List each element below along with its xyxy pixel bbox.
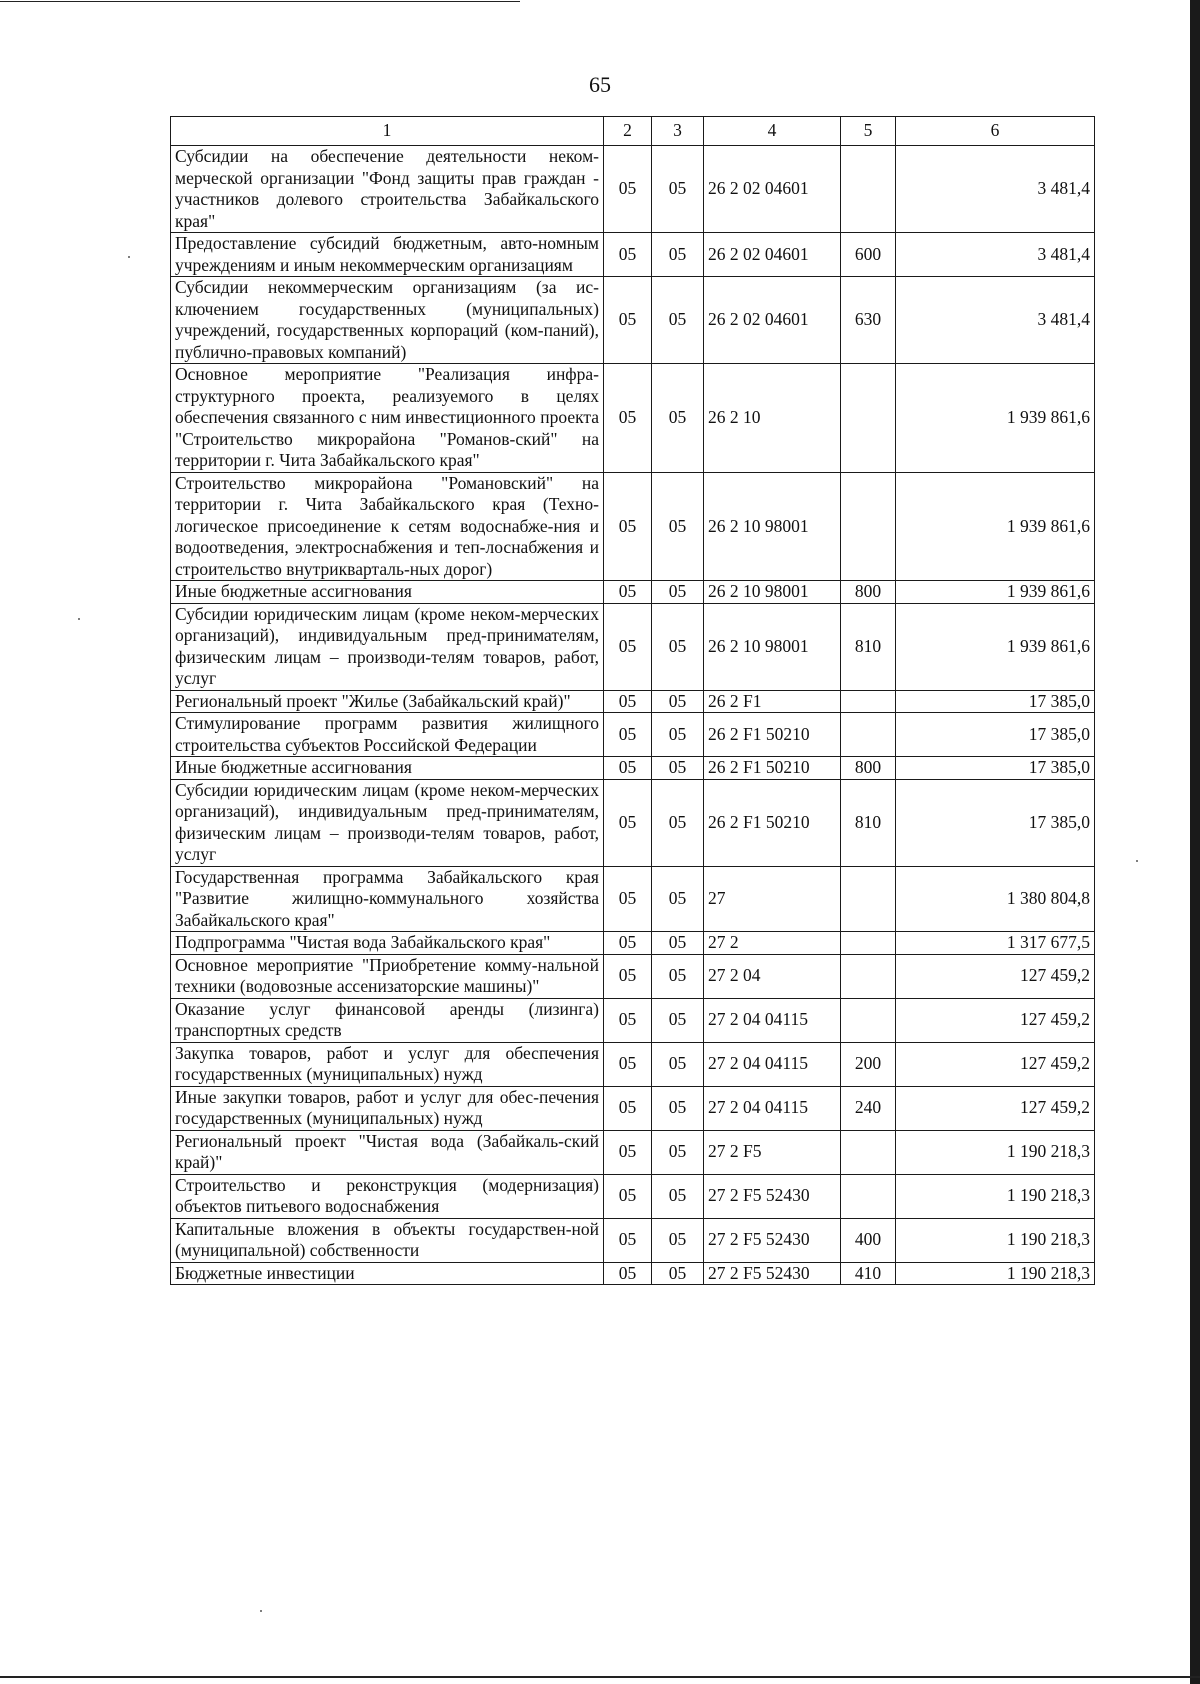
row-amount: 127 459,2: [896, 954, 1095, 998]
row-target-article-code: 27 2 04: [704, 954, 841, 998]
row-subsection-code: 05: [652, 779, 704, 866]
row-target-article-code: 27: [704, 866, 841, 932]
row-target-article-code: 27 2 04 04115: [704, 998, 841, 1042]
row-expense-type-code: 600: [841, 233, 896, 277]
table-row: [171, 277, 1095, 364]
row-expense-type-code: 800: [841, 581, 896, 604]
row-target-article-code: 26 2 F1 50210: [704, 713, 841, 757]
row-expense-type-code: [841, 998, 896, 1042]
table-row: [171, 866, 1095, 932]
row-target-article-code: 26 2 02 04601: [704, 277, 841, 364]
row-target-article-code: 27 2 F5 52430: [704, 1174, 841, 1218]
row-target-article-code: 26 2 10: [704, 364, 841, 473]
row-expense-type-code: 810: [841, 779, 896, 866]
row-amount: 1 939 861,6: [896, 603, 1095, 690]
row-subsection-code: 05: [652, 277, 704, 364]
table-row: [171, 932, 1095, 955]
row-expense-type-code: [841, 1174, 896, 1218]
row-section-code: 05: [604, 932, 652, 955]
scan-bottom-edge: [0, 1676, 1200, 1678]
row-description: Основное мероприятие "Приобретение комму-нальной техники (водовозные ассенизаторские машины)": [171, 954, 604, 998]
table-row: [171, 1130, 1095, 1174]
row-amount: 3 481,4: [896, 146, 1095, 233]
row-section-code: 05: [604, 779, 652, 866]
row-subsection-code: 05: [652, 998, 704, 1042]
table-row: [171, 690, 1095, 713]
row-section-code: 05: [604, 364, 652, 473]
row-description: Региональный проект "Жилье (Забайкальский край)": [171, 690, 604, 713]
row-target-article-code: 27 2 04 04115: [704, 1042, 841, 1086]
row-target-article-code: 27 2 F5 52430: [704, 1218, 841, 1262]
column-header-3: 3: [652, 117, 704, 146]
row-subsection-code: 05: [652, 954, 704, 998]
row-target-article-code: 26 2 F1 50210: [704, 757, 841, 780]
table-row: [171, 233, 1095, 277]
table-row: [171, 603, 1095, 690]
scan-top-edge: [0, 1, 520, 2]
row-description: Иные бюджетные ассигнования: [171, 581, 604, 604]
row-subsection-code: 05: [652, 713, 704, 757]
row-section-code: 05: [604, 690, 652, 713]
row-expense-type-code: 800: [841, 757, 896, 780]
row-expense-type-code: [841, 713, 896, 757]
row-subsection-code: 05: [652, 472, 704, 581]
table-row: [171, 1218, 1095, 1262]
row-subsection-code: 05: [652, 581, 704, 604]
row-section-code: 05: [604, 1130, 652, 1174]
table-row: [171, 713, 1095, 757]
table-header-row: [171, 117, 1095, 146]
table-row: [171, 146, 1095, 233]
row-target-article-code: 26 2 02 04601: [704, 233, 841, 277]
page-number: 65: [589, 72, 611, 97]
row-target-article-code: 27 2 F5: [704, 1130, 841, 1174]
table-row: [171, 954, 1095, 998]
row-expense-type-code: 410: [841, 1262, 896, 1285]
row-section-code: 05: [604, 1174, 652, 1218]
row-section-code: 05: [604, 603, 652, 690]
table-row: [171, 1262, 1095, 1285]
row-description: Строительство и реконструкция (модернизация) объектов питьевого водоснабжения: [171, 1174, 604, 1218]
row-amount: 127 459,2: [896, 1042, 1095, 1086]
table-row: [171, 757, 1095, 780]
column-header-1: 1: [171, 117, 604, 146]
row-description: Региональный проект "Чистая вода (Забайкаль-ский край)": [171, 1130, 604, 1174]
row-subsection-code: 05: [652, 1262, 704, 1285]
row-section-code: 05: [604, 954, 652, 998]
row-expense-type-code: 810: [841, 603, 896, 690]
row-section-code: 05: [604, 1086, 652, 1130]
row-amount: 127 459,2: [896, 998, 1095, 1042]
table-row: [171, 1174, 1095, 1218]
row-amount: 1 939 861,6: [896, 581, 1095, 604]
row-amount: 17 385,0: [896, 713, 1095, 757]
row-subsection-code: 05: [652, 233, 704, 277]
row-section-code: 05: [604, 713, 652, 757]
row-description: Бюджетные инвестиции: [171, 1262, 604, 1285]
row-target-article-code: 26 2 10 98001: [704, 581, 841, 604]
scan-right-edge: [1190, 0, 1200, 1684]
row-target-article-code: 27 2 04 04115: [704, 1086, 841, 1130]
row-description: Оказание услуг финансовой аренды (лизинга) транспортных средств: [171, 998, 604, 1042]
row-description: Капитальные вложения в объекты государствен-ной (муниципальной) собственности: [171, 1218, 604, 1262]
row-description: Строительство микрорайона "Романовский" на территории г. Чита Забайкальского края (Техно-логическое присоединение к сетям водоснабже-ния и водоотведения, электроснабжения и теп-лоснабжения и строительство внутрикварталь-ных дорог): [171, 472, 604, 581]
row-target-article-code: 26 2 F1: [704, 690, 841, 713]
row-amount: 1 190 218,3: [896, 1130, 1095, 1174]
table-row: [171, 998, 1095, 1042]
column-header-2: 2: [604, 117, 652, 146]
row-amount: 3 481,4: [896, 277, 1095, 364]
row-section-code: 05: [604, 277, 652, 364]
row-expense-type-code: [841, 146, 896, 233]
table-row: [171, 364, 1095, 473]
scan-speck: [128, 256, 130, 258]
row-section-code: 05: [604, 866, 652, 932]
table-row: [171, 1042, 1095, 1086]
row-description: Закупка товаров, работ и услуг для обеспечения государственных (муниципальных) нужд: [171, 1042, 604, 1086]
row-expense-type-code: 400: [841, 1218, 896, 1262]
row-section-code: 05: [604, 757, 652, 780]
table-row: [171, 472, 1095, 581]
row-amount: 1 317 677,5: [896, 932, 1095, 955]
table-row: [171, 1086, 1095, 1130]
row-expense-type-code: 200: [841, 1042, 896, 1086]
row-expense-type-code: [841, 690, 896, 713]
row-expense-type-code: [841, 866, 896, 932]
row-section-code: 05: [604, 581, 652, 604]
row-amount: 17 385,0: [896, 757, 1095, 780]
row-description: Предоставление субсидий бюджетным, авто-номным учреждениям и иным некоммерческим организациям: [171, 233, 604, 277]
row-amount: 127 459,2: [896, 1086, 1095, 1130]
row-description: Субсидии некоммерческим организациям (за ис-ключением государственных (муниципальных) учреждений, государственных корпораций (ком-паний), публично-правовых компаний): [171, 277, 604, 364]
row-section-code: 05: [604, 472, 652, 581]
row-expense-type-code: 240: [841, 1086, 896, 1130]
row-description: Иные закупки товаров, работ и услуг для обес-печения государственных (муниципальных) нужд: [171, 1086, 604, 1130]
row-section-code: 05: [604, 1042, 652, 1086]
row-description: Государственная программа Забайкальского края "Развитие жилищно-коммунального хозяйства Забайкальского края": [171, 866, 604, 932]
row-subsection-code: 05: [652, 866, 704, 932]
row-description: Субсидии на обеспечение деятельности неком-мерческой организации "Фонд защиты прав граждан - участников долевого строительства Забайкальского края": [171, 146, 604, 233]
scan-speck: [260, 1610, 262, 1612]
row-description: Субсидии юридическим лицам (кроме неком-мерческих организаций), индивидуальным пред-принимателям, физическим лицам – производи-телям товаров, работ, услуг: [171, 603, 604, 690]
row-amount: 1 939 861,6: [896, 364, 1095, 473]
row-target-article-code: 26 2 10 98001: [704, 472, 841, 581]
row-expense-type-code: [841, 364, 896, 473]
scan-speck: [1136, 860, 1138, 862]
budget-table: [170, 116, 1095, 1285]
column-header-5: 5: [841, 117, 896, 146]
row-subsection-code: 05: [652, 603, 704, 690]
row-amount: 1 380 804,8: [896, 866, 1095, 932]
row-amount: 1 190 218,3: [896, 1218, 1095, 1262]
row-section-code: 05: [604, 998, 652, 1042]
row-subsection-code: 05: [652, 1130, 704, 1174]
row-expense-type-code: [841, 472, 896, 581]
row-subsection-code: 05: [652, 690, 704, 713]
row-subsection-code: 05: [652, 757, 704, 780]
row-description: Подпрограмма "Чистая вода Забайкальского края": [171, 932, 604, 955]
column-header-6: 6: [896, 117, 1095, 146]
row-target-article-code: 26 2 02 04601: [704, 146, 841, 233]
row-expense-type-code: [841, 1130, 896, 1174]
column-header-4: 4: [704, 117, 841, 146]
row-amount: 17 385,0: [896, 779, 1095, 866]
row-expense-type-code: [841, 954, 896, 998]
scan-speck: [78, 618, 80, 620]
row-section-code: 05: [604, 146, 652, 233]
row-subsection-code: 05: [652, 146, 704, 233]
row-expense-type-code: 630: [841, 277, 896, 364]
row-section-code: 05: [604, 233, 652, 277]
row-description: Стимулирование программ развития жилищного строительства субъектов Российской Федерации: [171, 713, 604, 757]
row-section-code: 05: [604, 1218, 652, 1262]
row-subsection-code: 05: [652, 1042, 704, 1086]
table-row: [171, 779, 1095, 866]
table-body: [171, 146, 1095, 1285]
row-target-article-code: 26 2 10 98001: [704, 603, 841, 690]
row-amount: 3 481,4: [896, 233, 1095, 277]
table-row: [171, 581, 1095, 604]
row-amount: 1 939 861,6: [896, 472, 1095, 581]
row-subsection-code: 05: [652, 1218, 704, 1262]
row-amount: 17 385,0: [896, 690, 1095, 713]
row-section-code: 05: [604, 1262, 652, 1285]
row-subsection-code: 05: [652, 364, 704, 473]
row-target-article-code: 27 2 F5 52430: [704, 1262, 841, 1285]
row-amount: 1 190 218,3: [896, 1262, 1095, 1285]
row-subsection-code: 05: [652, 1086, 704, 1130]
row-description: Основное мероприятие "Реализация инфра-структурного проекта, реализуемого в целях обеспечения связанного с ним инвестиционного проекта "Строительство микрорайона "Романов-ский" на территории г. Чита Забайкальского края": [171, 364, 604, 473]
row-target-article-code: 26 2 F1 50210: [704, 779, 841, 866]
row-subsection-code: 05: [652, 1174, 704, 1218]
row-target-article-code: 27 2: [704, 932, 841, 955]
row-description: Иные бюджетные ассигнования: [171, 757, 604, 780]
row-expense-type-code: [841, 932, 896, 955]
row-amount: 1 190 218,3: [896, 1174, 1095, 1218]
row-subsection-code: 05: [652, 932, 704, 955]
row-description: Субсидии юридическим лицам (кроме неком-мерческих организаций), индивидуальным пред-принимателям, физическим лицам – производи-телям товаров, работ, услуг: [171, 779, 604, 866]
